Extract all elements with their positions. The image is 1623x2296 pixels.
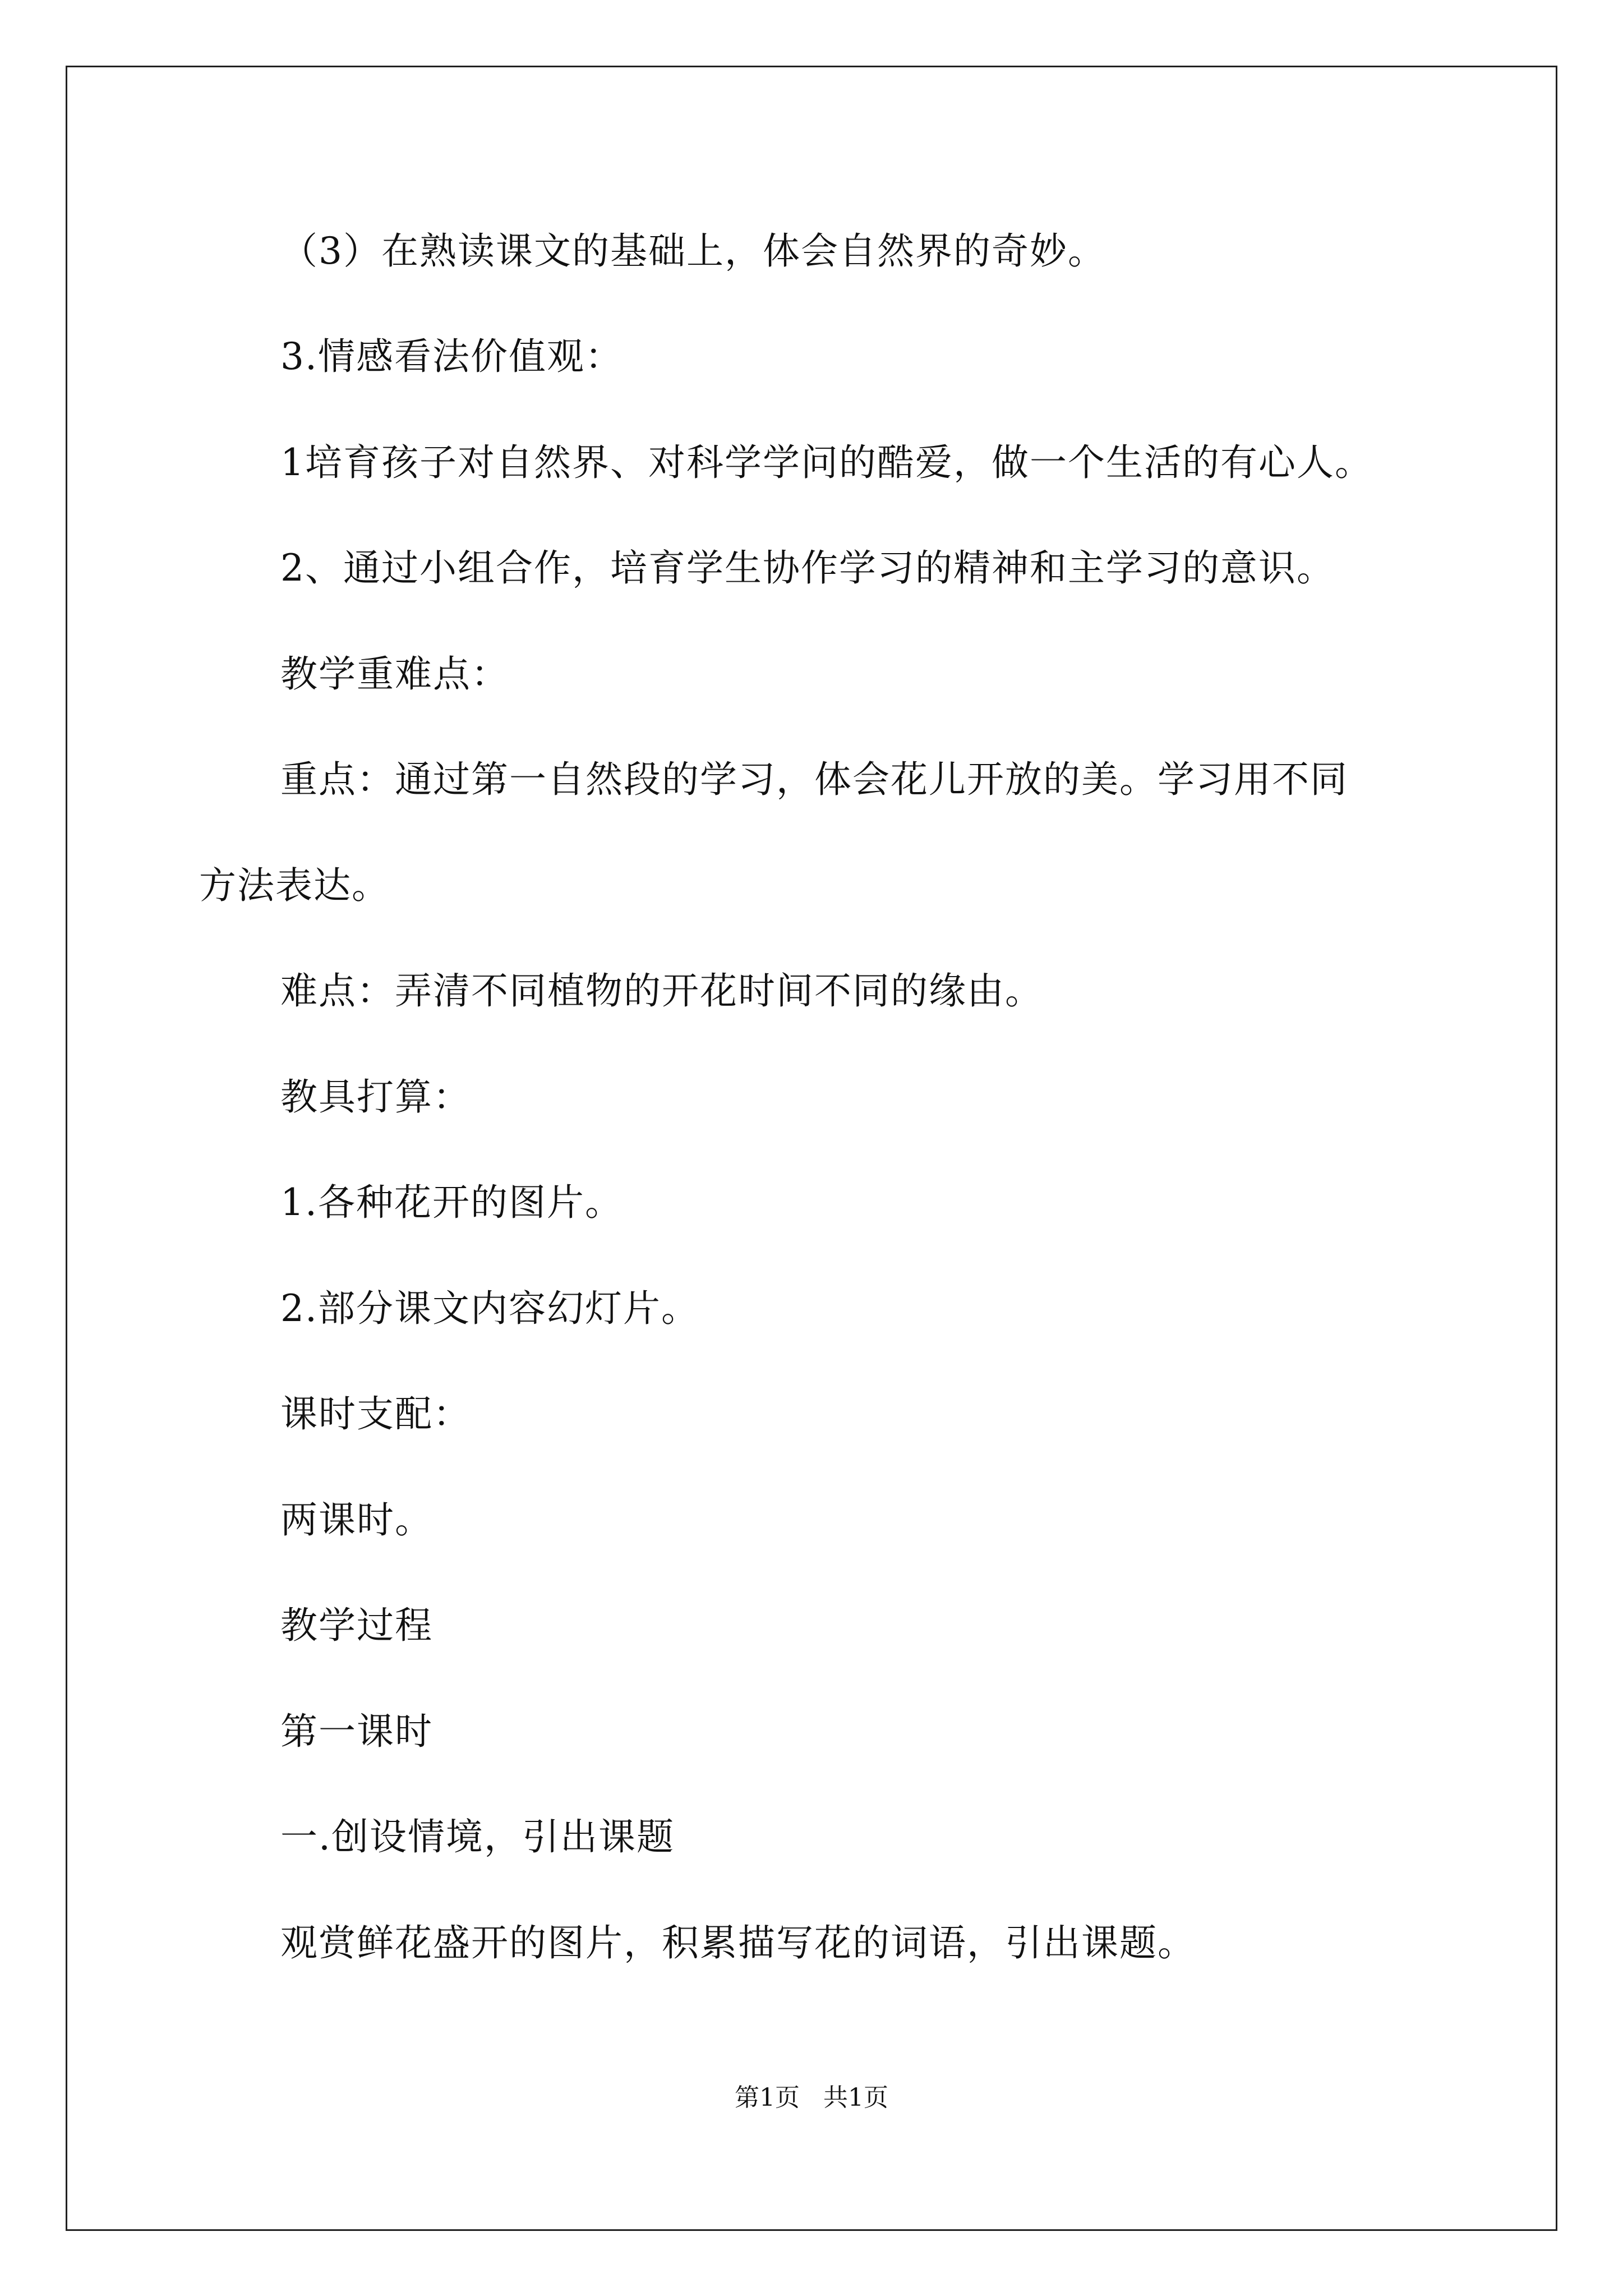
text-line: 3.情感看法价值观： [280, 335, 623, 378]
text-line: 第一课时 [280, 1710, 433, 1753]
text-line: 1.各种花开的图片。 [280, 1181, 623, 1224]
text-line: 2、通过小组合作，培育学生协作学习的精神和主学习的意识。 [280, 546, 1335, 590]
text-line: 重点：通过第一自然段的学习，体会花儿开放的美。学习用不同 [280, 758, 1348, 801]
text-line: 教学过程 [280, 1604, 433, 1647]
text-line: 观赏鲜花盛开的图片，积累描写花的词语，引出课题。 [280, 1921, 1196, 1964]
text-line: 两课时。 [280, 1498, 433, 1542]
text-line: 一.创设情境，引出课题 [280, 1815, 675, 1858]
page-border [66, 66, 1557, 2231]
text-line: 1培育孩子对自然界、对科学学问的酷爱，做一个生活的有心人。 [280, 441, 1373, 484]
page-footer: 第1页 共1页 [735, 2083, 888, 2112]
text-line: （3）在熟读课文的基础上，体会自然界的奇妙。 [280, 229, 1106, 273]
text-line: 课时支配： [280, 1392, 471, 1435]
text-line: 教学重难点： [280, 652, 509, 696]
text-line: 2.部分课文内容幻灯片。 [280, 1287, 699, 1330]
text-line: 方法表达。 [199, 864, 390, 907]
text-line: 教具打算： [280, 1075, 471, 1119]
text-line: 难点：弄清不同植物的开花时间不同的缘由。 [280, 969, 1043, 1013]
